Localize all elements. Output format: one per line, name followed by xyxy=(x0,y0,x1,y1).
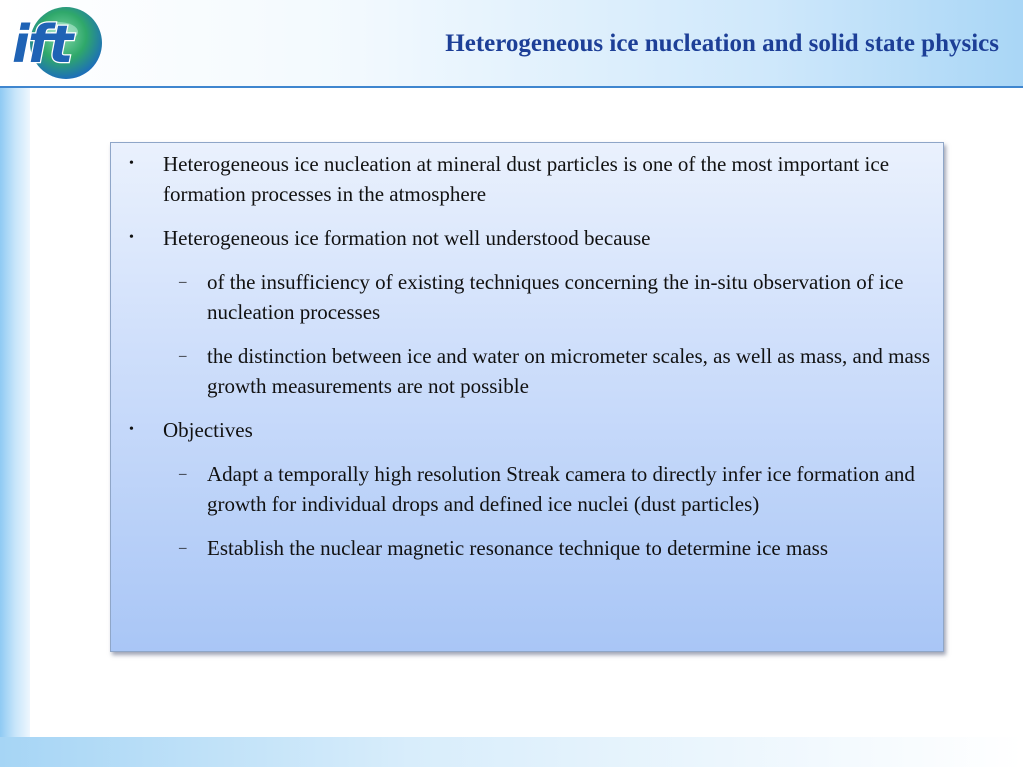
svg-text:ift: ift xyxy=(12,15,72,75)
dash-marker: – xyxy=(179,466,187,482)
list-item xyxy=(111,415,923,445)
dash-marker: – xyxy=(179,274,187,290)
list-item xyxy=(111,267,933,327)
content-box xyxy=(110,142,944,652)
bullet-marker: • xyxy=(129,422,134,437)
header-band xyxy=(0,0,1023,88)
list-item-text: of the insufficiency of existing techniques concerning the in-situ observation of ice nucleation processes xyxy=(207,270,904,324)
bullet-list xyxy=(111,143,943,563)
list-item xyxy=(111,341,933,401)
list-item-text: Heterogeneous ice nucleation at mineral dust particles is one of the most important ice formation processes in the atmosphere xyxy=(163,152,890,206)
dash-marker: – xyxy=(179,348,187,364)
list-item-text: Adapt a temporally high resolution Streak camera to directly infer ice formation and growth for individual drops and defined ice nuclei (dust particles) xyxy=(207,462,915,516)
list-item-text: Establish the nuclear magnetic resonance technique to determine ice mass xyxy=(207,536,829,560)
bullet-marker: • xyxy=(129,230,134,245)
list-item xyxy=(111,459,933,519)
list-item xyxy=(111,149,923,209)
list-item-text: Heterogeneous ice formation not well understood because xyxy=(163,226,651,250)
left-decor-bar xyxy=(0,88,30,767)
list-item xyxy=(111,533,933,563)
bottom-decor-bar xyxy=(0,737,1023,767)
dash-marker: – xyxy=(179,540,187,556)
list-item-text: Objectives xyxy=(163,418,253,442)
bullet-marker: • xyxy=(129,156,134,171)
list-item xyxy=(111,223,923,253)
list-item-text: the distinction between ice and water on micrometer scales, as well as mass, and mass growth measurements are not possible xyxy=(207,344,931,398)
ift-logo xyxy=(6,4,124,82)
slide-title: Heterogeneous ice nucleation and solid state physics xyxy=(445,30,999,57)
